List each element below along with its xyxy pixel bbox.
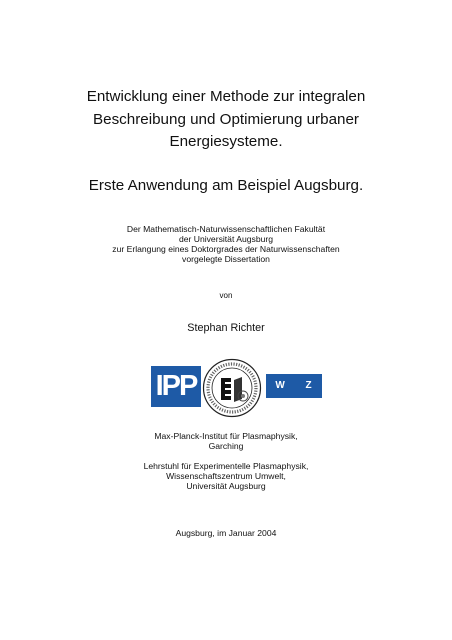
author-name: Stephan Richter	[187, 322, 265, 334]
title-line: Energiesysteme.	[169, 133, 283, 150]
title-line: Entwicklung einer Methode zur integralen	[86, 88, 366, 105]
title-line: Beschreibung und Optimierung urbaner	[93, 110, 359, 128]
faculty-statement	[0, 224, 452, 264]
logo-row	[0, 358, 452, 418]
chair-line: Wissenschaftszentrum Umwelt,	[166, 471, 286, 481]
thesis-title	[0, 86, 452, 154]
university-seal-icon	[202, 358, 262, 418]
institute-line: Max-Planck-Institut für Plasmaphysik,	[154, 431, 298, 441]
faculty-line: der Universität Augsburg	[178, 234, 274, 244]
ipp-logo-text: IPP	[155, 370, 197, 402]
chair-line: Universität Augsburg	[186, 481, 266, 491]
ipp-logo	[151, 366, 201, 407]
wzu-logo: W Z U	[266, 374, 322, 398]
by-label: von	[219, 291, 233, 300]
place-date: Augsburg, im Januar 2004	[175, 528, 277, 538]
faculty-line: vorgelegte Dissertation	[182, 254, 270, 264]
institute	[0, 431, 452, 451]
thesis-subtitle: Erste Anwendung am Beispiel Augsburg.	[88, 177, 364, 194]
chair-line: Lehrstuhl für Experimentelle Plasmaphysik,	[143, 461, 309, 471]
faculty-line: zur Erlangung eines Doktorgrades der Naturwissenschaften	[112, 244, 340, 254]
institute-line: Garching	[208, 441, 244, 451]
chair	[0, 461, 452, 491]
faculty-line: Der Mathematisch-Naturwissenschaftlichen Fakultät	[126, 224, 326, 234]
